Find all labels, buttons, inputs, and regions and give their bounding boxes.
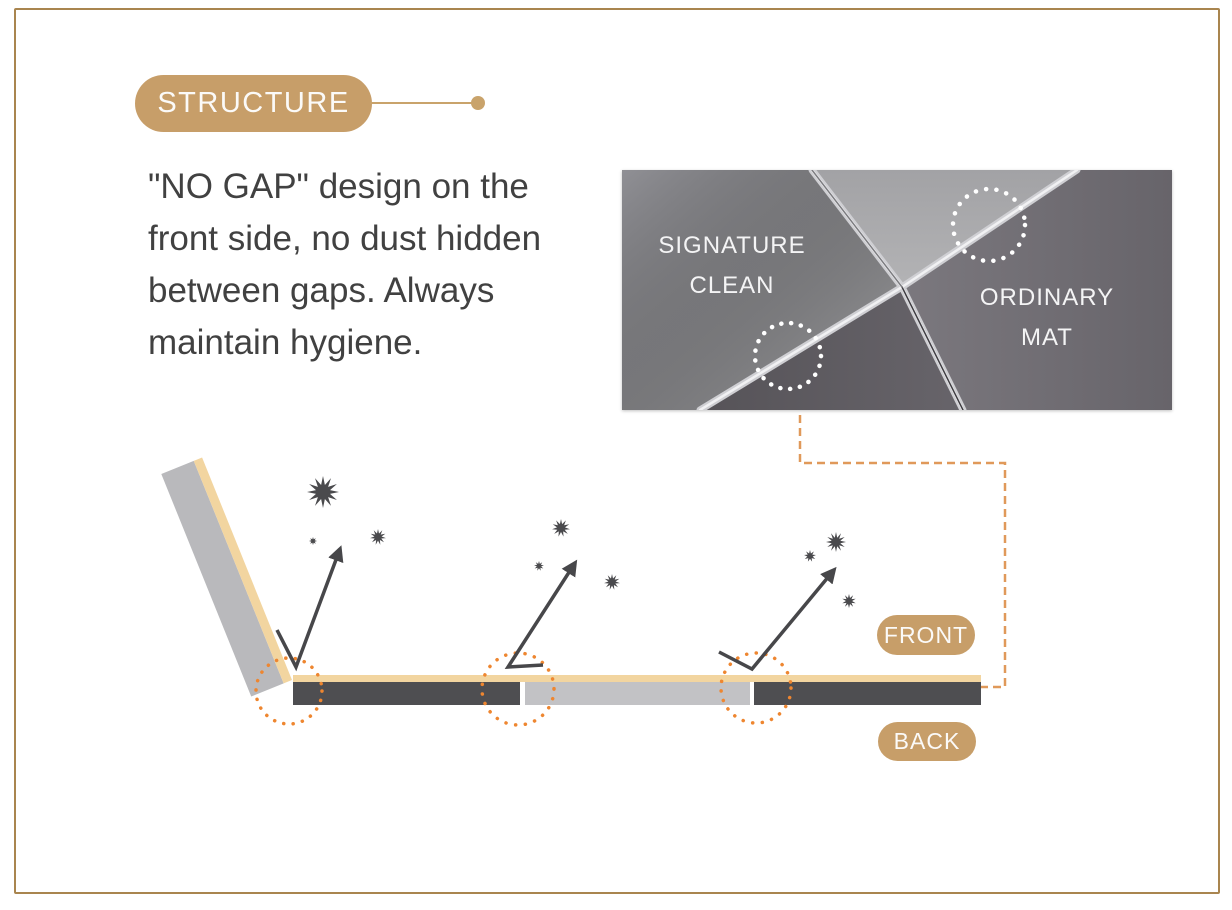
dust-bounce-arrow bbox=[719, 570, 834, 669]
flap-back-layer bbox=[161, 461, 283, 697]
description-line: front side, no dust hidden bbox=[148, 219, 542, 258]
dust-particle-icon bbox=[804, 550, 816, 562]
label-line: CLEAN bbox=[689, 272, 775, 299]
label-line: MAT bbox=[1021, 324, 1073, 351]
back-label-text: BACK bbox=[893, 728, 961, 754]
dust-particle-icon bbox=[552, 519, 570, 537]
mat-back-segment-2 bbox=[525, 682, 750, 705]
description-line: maintain hygiene. bbox=[148, 323, 423, 362]
dust-particle-icon bbox=[534, 561, 544, 571]
label-line: SIGNATURE bbox=[658, 232, 806, 259]
dust-particle-icon bbox=[842, 594, 855, 608]
dust-bounce-arrow bbox=[277, 549, 340, 667]
dust-bounce-arrow bbox=[508, 563, 575, 667]
description-line: "NO GAP" design on the bbox=[148, 167, 529, 206]
dust-particle-icon bbox=[826, 532, 846, 552]
front-side-label bbox=[877, 615, 975, 655]
description-line: between gaps. Always bbox=[148, 271, 495, 310]
mat-back-segment-1 bbox=[293, 682, 520, 705]
front-label-text: FRONT bbox=[883, 621, 969, 648]
label-line: ORDINARY bbox=[979, 284, 1115, 311]
folded-mat-flap bbox=[161, 457, 292, 696]
dust-particle-icon bbox=[309, 537, 317, 545]
dust-particle-icon bbox=[604, 574, 620, 590]
dust-particle-icon bbox=[370, 529, 386, 545]
mat-back-segment-3 bbox=[754, 682, 981, 705]
dust-particle-icon bbox=[307, 476, 339, 508]
mat-front-surface-layer bbox=[293, 675, 981, 682]
section-badge-label: STRUCTURE bbox=[157, 87, 350, 119]
back-side-label bbox=[878, 722, 976, 761]
